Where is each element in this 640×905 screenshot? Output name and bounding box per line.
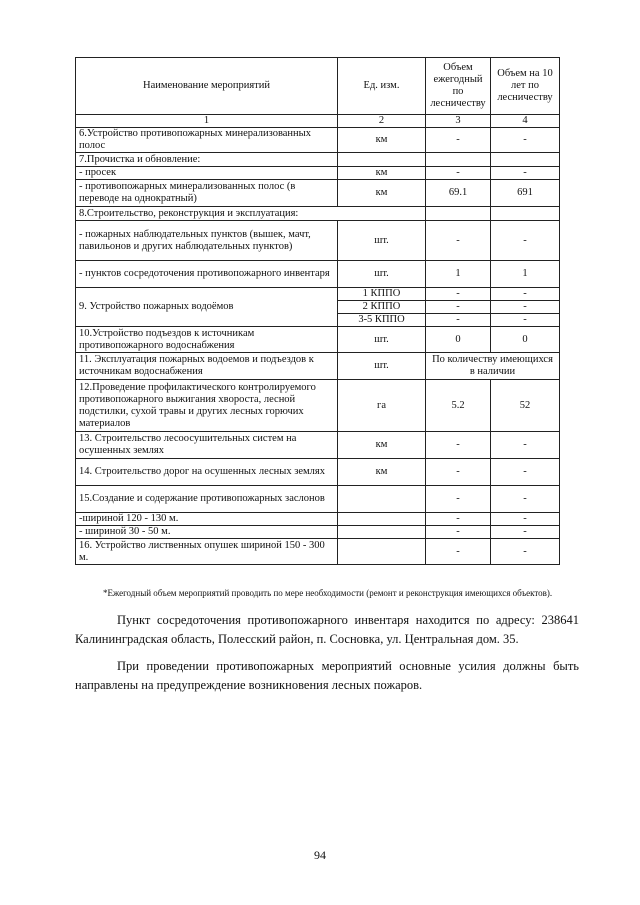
unit-cell: [338, 486, 426, 513]
header-unit: Ед. изм.: [338, 58, 426, 115]
annual-value: -: [426, 486, 491, 513]
table-row: [76, 513, 560, 526]
unit-cell: шт.: [338, 327, 426, 353]
annual-value: -: [426, 513, 491, 526]
ten-year-value: 1: [491, 261, 560, 288]
table-row: [76, 327, 560, 353]
measure-name: 14. Строительство дорог на осушенных лесных землях: [76, 459, 338, 486]
table-row: [76, 353, 560, 380]
annual-value: [426, 207, 491, 221]
unit-cell: км: [338, 432, 426, 459]
ten-year-value: -: [491, 513, 560, 526]
prevention-paragraph: При проведении противопожарных мероприятий основные усилия должны быть направлены на предупреждение возникновения лесных пожаров.: [75, 659, 579, 692]
ten-year-value: -: [491, 432, 560, 459]
ten-year-value: -: [491, 128, 560, 153]
table-row: [76, 526, 560, 539]
ten-year-value: -: [491, 486, 560, 513]
table-row: [76, 128, 560, 153]
annual-value: -: [426, 221, 491, 261]
measure-name: 12.Проведение профилактического контролируемого противопожарного выжигания хвороста, лесной подстилки, сухой травы и других лесных горючих материалов: [76, 380, 338, 432]
annual-value: -: [426, 301, 491, 314]
unit-cell: га: [338, 380, 426, 432]
ten-year-value: 0: [491, 327, 560, 353]
unit-cell: шт.: [338, 261, 426, 288]
ten-year-value: -: [491, 301, 560, 314]
ten-year-value: 52: [491, 380, 560, 432]
unit-cell: 1 КППО: [338, 288, 426, 301]
annual-value: [426, 153, 491, 167]
ten-year-value: [491, 207, 560, 221]
table-row: [76, 539, 560, 565]
unit-cell: [338, 513, 426, 526]
measure-name: - противопожарных минерализованных полос (в переводе на однократный): [76, 180, 338, 207]
measure-name: - пожарных наблюдательных пунктов (вышек, мачт, павильонов и других наблюдательных пунктов): [76, 221, 338, 261]
header-ten-year-volume: Объем на 10 лет по лесничеству: [491, 58, 560, 115]
measure-name: 6.Устройство противопожарных минерализованных полос: [76, 128, 338, 153]
table-header-row: [76, 58, 560, 115]
unit-cell: км: [338, 459, 426, 486]
merged-volume-note: По количеству имеющихся в наличии: [426, 353, 560, 380]
unit-cell: шт.: [338, 221, 426, 261]
ten-year-value: 691: [491, 180, 560, 207]
table-row: [76, 432, 560, 459]
table-row: [76, 459, 560, 486]
ten-year-value: [491, 153, 560, 167]
annual-value: 1: [426, 261, 491, 288]
annual-value: -: [426, 539, 491, 565]
address-paragraph: Пункт сосредоточения противопожарного инвентаря находится по адресу: 238641 Калининградская область, Полесский район, п. Сосновка, ул. Центральная дом. 35.: [75, 613, 579, 646]
header-measure-name: Наименование мероприятий: [76, 58, 338, 115]
ten-year-value: -: [491, 459, 560, 486]
ten-year-value: -: [491, 288, 560, 301]
measure-name: 15.Создание и содержание противопожарных заслонов: [76, 486, 338, 513]
ten-year-value: -: [491, 526, 560, 539]
unit-cell: [338, 153, 426, 167]
ten-year-value: -: [491, 221, 560, 261]
annual-value: -: [426, 128, 491, 153]
table-footnote: *Ежегодный объем мероприятий проводить по мере необходимости (ремонт и реконструкция имеющихся объектов).: [103, 588, 553, 598]
measure-name: 11. Эксплуатация пожарных водоемов и подъездов к источникам водоснабжения: [76, 353, 338, 380]
table-row: [76, 153, 560, 167]
table-row: [76, 288, 560, 301]
column-number: 4: [491, 115, 560, 128]
column-numbers-row: [76, 115, 560, 128]
page-number: 94: [314, 848, 326, 862]
measure-name: 8.Строительство, реконструкция и эксплуатация:: [76, 207, 426, 221]
column-number: 2: [338, 115, 426, 128]
measure-name: 9. Устройство пожарных водоёмов: [76, 288, 338, 327]
annual-value: 5.2: [426, 380, 491, 432]
annual-value: -: [426, 314, 491, 327]
unit-cell: шт.: [338, 353, 426, 380]
unit-cell: 3-5 КППО: [338, 314, 426, 327]
table-row: [76, 221, 560, 261]
annual-value: -: [426, 526, 491, 539]
unit-cell: [338, 526, 426, 539]
column-number: 3: [426, 115, 491, 128]
measure-name: 13. Строительство лесоосушительных систем на осушенных землях: [76, 432, 338, 459]
annual-value: -: [426, 432, 491, 459]
unit-cell: км: [338, 180, 426, 207]
annual-value: 69.1: [426, 180, 491, 207]
unit-cell: 2 КППО: [338, 301, 426, 314]
measure-name: -шириной 120 - 130 м.: [76, 513, 338, 526]
annual-value: 0: [426, 327, 491, 353]
column-number: 1: [76, 115, 338, 128]
measure-name: - просек: [76, 167, 338, 180]
annual-value: -: [426, 459, 491, 486]
table-row: [76, 486, 560, 513]
unit-cell: км: [338, 128, 426, 153]
fire-measures-table: [75, 57, 560, 565]
annual-value: -: [426, 167, 491, 180]
ten-year-value: -: [491, 539, 560, 565]
measure-name: - шириной 30 - 50 м.: [76, 526, 338, 539]
measure-name: 16. Устройство лиственных опушек шириной 150 - 300 м.: [76, 539, 338, 565]
table-row: [76, 167, 560, 180]
ten-year-value: -: [491, 167, 560, 180]
measure-name: 7.Прочистка и обновление:: [76, 153, 338, 167]
header-annual-volume: Объем ежегодный по лесничеству: [426, 58, 491, 115]
annual-value: -: [426, 288, 491, 301]
measure-name: - пунктов сосредоточения противопожарного инвентаря: [76, 261, 338, 288]
table-row: [76, 380, 560, 432]
table-row: [76, 180, 560, 207]
table-row: [76, 207, 560, 221]
table-row: [76, 261, 560, 288]
unit-cell: [338, 539, 426, 565]
unit-cell: км: [338, 167, 426, 180]
ten-year-value: -: [491, 314, 560, 327]
measure-name: 10.Устройство подъездов к источникам противопожарного водоснабжения: [76, 327, 338, 353]
